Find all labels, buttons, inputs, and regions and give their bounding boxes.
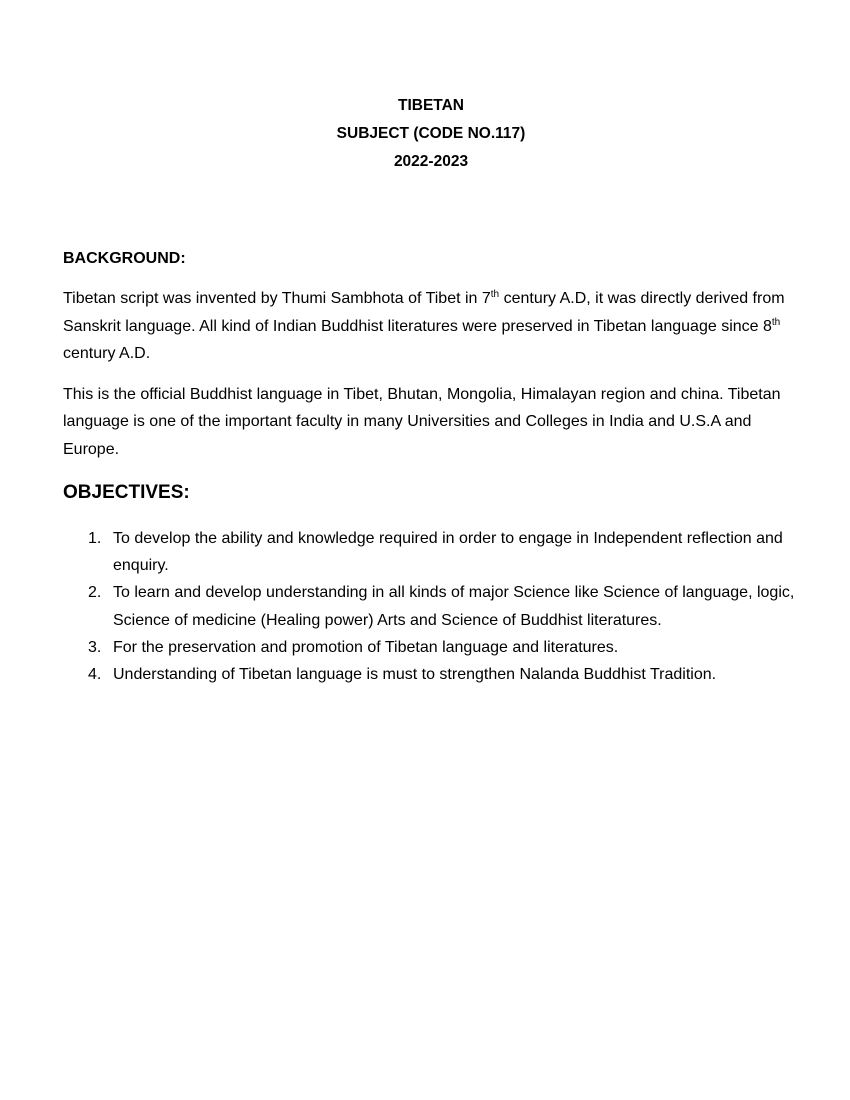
objectives-list: [63, 525, 803, 688]
list-item-text: For the preservation and promotion of Tibetan language and literatures.: [113, 638, 619, 656]
document-title-block: [63, 92, 799, 176]
superscript-ordinal: th: [771, 316, 781, 328]
document-page: [63, 92, 803, 688]
objectives-heading: OBJECTIVES:: [63, 482, 190, 503]
background-paragraph-2: This is the official Buddhist language in Tibet, Bhutan, Mongolia, Himalayan region and china. Tibetan language is one of the important faculty in many Universities and Colleges in India and U.S.A and Europe.: [63, 385, 781, 458]
list-item-text: Understanding of Tibetan language is must to strengthen Nalanda Buddhist Tradition.: [113, 666, 717, 684]
list-item: [63, 634, 803, 661]
subject-code: SUBJECT (CODE NO.117): [336, 125, 526, 142]
list-item: [63, 661, 803, 688]
background-paragraph-1-part-3: century A.D.: [63, 345, 151, 362]
background-paragraph-1-part-1: Tibetan script was invented by Thumi Sambhota of Tibet in 7: [63, 290, 491, 307]
list-item-number: 1.: [88, 530, 102, 547]
background-paragraph-1-part-2: century A.D, it was directly derived from Sanskrit language. All kind of Indian Buddhist literatures were preserved in Tibetan language since 8: [63, 290, 785, 335]
subject-title: TIBETAN: [397, 97, 464, 114]
background-paragraph-1: [63, 285, 803, 368]
superscript-ordinal: th: [490, 289, 500, 300]
list-item-number: 2.: [88, 584, 102, 602]
background-heading: BACKGROUND:: [63, 250, 186, 267]
list-item-text: To develop the ability and knowledge required in order to engage in Independent reflection and enquiry.: [113, 530, 783, 575]
academic-year: 2022-2023: [393, 153, 469, 170]
list-item-number: 3.: [88, 638, 102, 656]
list-item-number: 4.: [88, 666, 102, 684]
list-item: [63, 579, 803, 633]
list-item: [63, 525, 803, 579]
list-item-text: To learn and develop understanding in all kinds of major Science like Science of language, logic, Science of medicine (Healing power) Arts and Science of Buddhist literatures.: [113, 584, 795, 629]
